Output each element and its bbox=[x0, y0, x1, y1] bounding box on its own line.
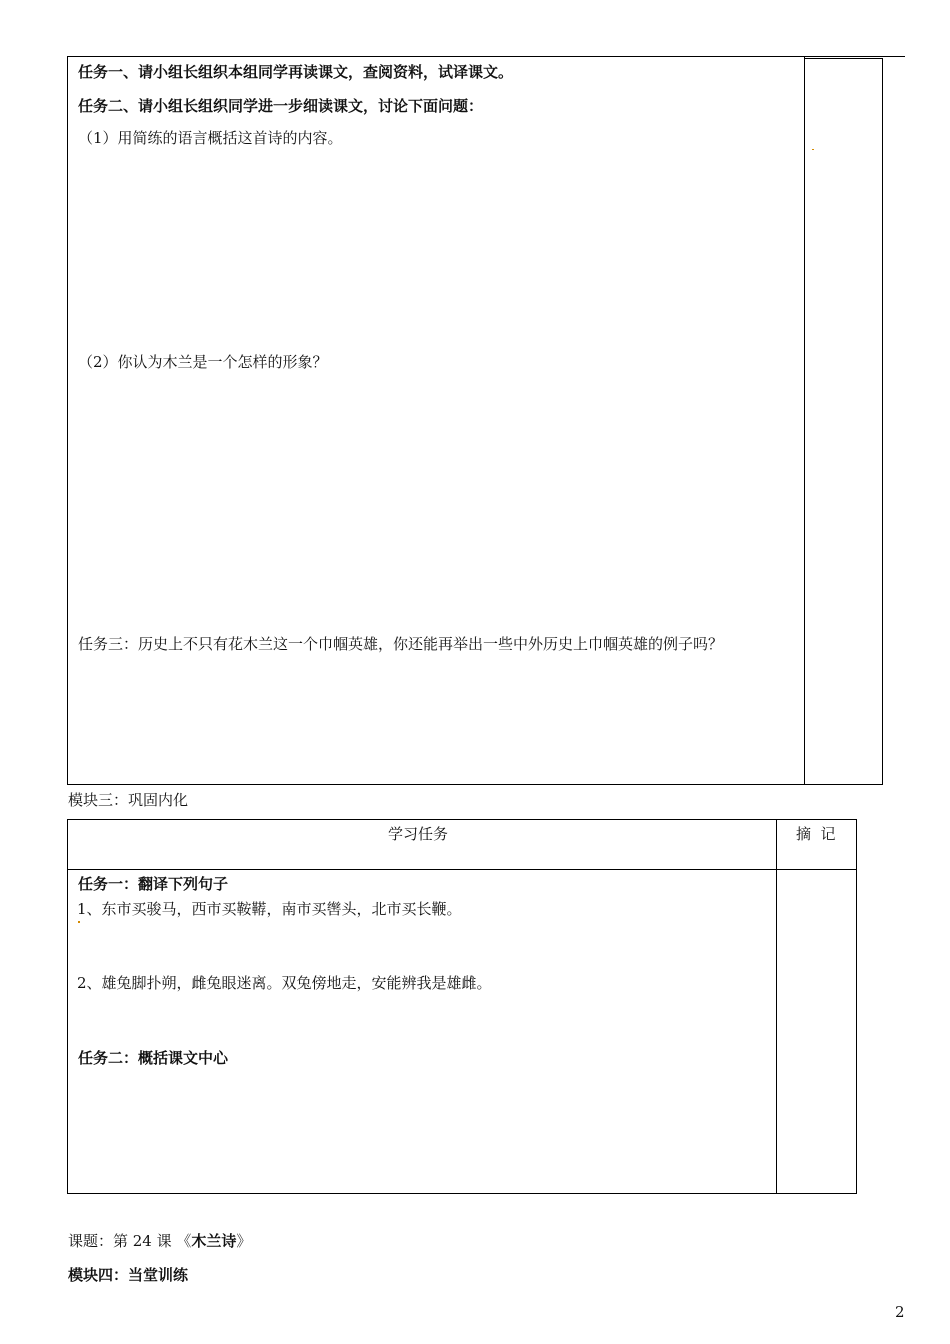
top-rule bbox=[67, 56, 905, 57]
table-2-top-border bbox=[67, 819, 857, 820]
lesson-title: 木兰诗 bbox=[191, 1232, 237, 1250]
table-2-header-task: 学习任务 bbox=[388, 825, 449, 843]
lesson-prefix: 课题：第 24 课 《 bbox=[68, 1232, 192, 1250]
table-1-right-border bbox=[882, 58, 883, 785]
lesson-title-line bbox=[68, 1231, 251, 1251]
table-1-left-border bbox=[67, 56, 68, 785]
table-1-task2: 任务二、请小组长组织同学进一步细读课文，讨论下面问题： bbox=[78, 97, 484, 115]
table-2-sentence-1: 1、东市买骏马，西市买鞍鞯，南市买辔头，北市买长鞭。 bbox=[77, 900, 462, 918]
table-2-right-border bbox=[856, 819, 857, 1194]
table-1-task3: 任务三：历史上不只有花木兰这一个巾帼英雄，你还能再举出一些中外历史上巾帼英雄的例子吗？ bbox=[78, 635, 724, 653]
lesson-suffix: 》 bbox=[236, 1232, 252, 1250]
table-2-mark bbox=[78, 921, 80, 923]
table-1-mark bbox=[812, 149, 814, 150]
table-2-task2-title: 任务二：概括课文中心 bbox=[78, 1049, 229, 1067]
module-4-heading: 模块四：当堂训练 bbox=[68, 1266, 189, 1284]
page-number: 2 bbox=[895, 1303, 905, 1321]
table-2-divider bbox=[776, 819, 777, 1194]
table-2-header-notes: 摘 记 bbox=[796, 825, 836, 843]
table-2-left-border bbox=[67, 819, 68, 1194]
table-1-notes-top bbox=[804, 58, 883, 59]
table-2-header-rule bbox=[67, 869, 857, 870]
table-1-task1: 任务一、请小组长组织本组同学再读课文，查阅资料，试译课文。 bbox=[78, 63, 514, 81]
table-1-bottom-border bbox=[67, 784, 883, 785]
table-2-task1-title: 任务一：翻译下列句子 bbox=[78, 875, 229, 893]
table-1-divider bbox=[804, 56, 805, 785]
table-2-bottom-border bbox=[67, 1193, 857, 1194]
table-2-sentence-2: 2、雄兔脚扑朔，雌兔眼迷离。双兔傍地走，安能辨我是雄雌。 bbox=[77, 974, 492, 992]
table-1-question-1: （1）用简练的语言概括这首诗的内容。 bbox=[78, 129, 343, 147]
module-3-heading: 模块三：巩固内化 bbox=[68, 791, 189, 809]
table-1-question-2: （2）你认为木兰是一个怎样的形象？ bbox=[78, 353, 328, 371]
